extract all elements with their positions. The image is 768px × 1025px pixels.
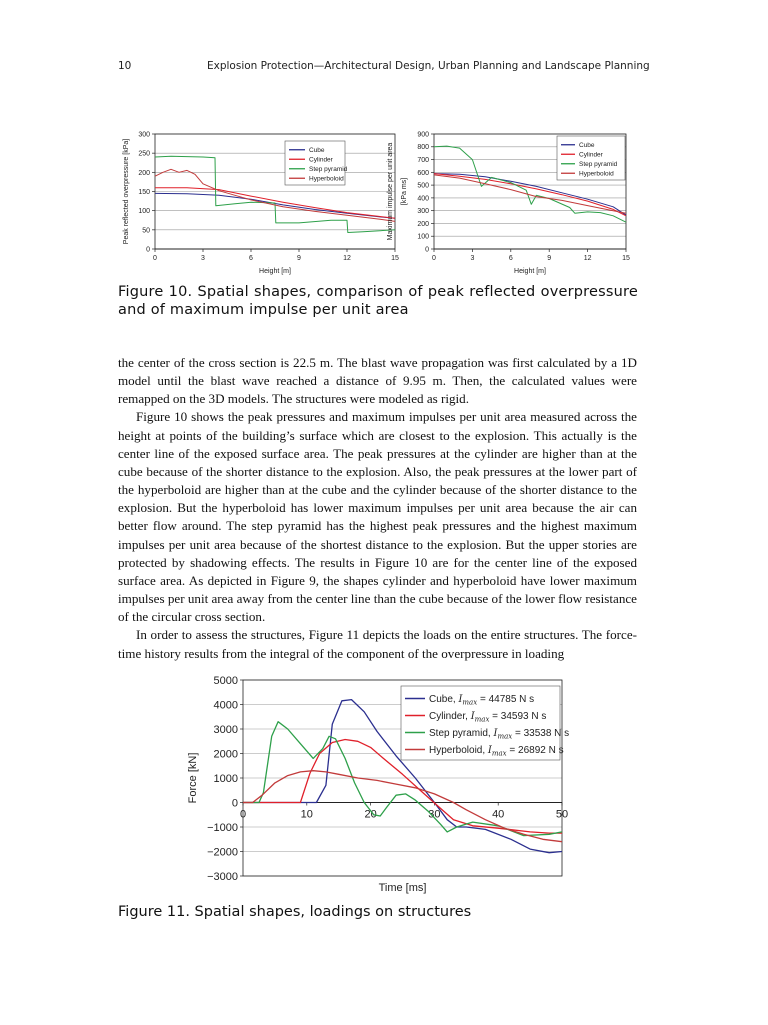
x-tick-label: 40 xyxy=(492,808,505,821)
y-tick-label: 3000 xyxy=(213,723,238,736)
y-axis-label: Peak reflected overpressure [kPa] xyxy=(123,138,130,245)
y-axis-label: Maximum impulse per unit area xyxy=(387,142,394,241)
series-line-hyperboloid xyxy=(243,771,562,842)
legend-label: Hyperboloid xyxy=(579,170,614,178)
legend-label: Step pyramid xyxy=(579,161,618,169)
legend-label: Step pyramid, $I_{max} = 33538$ N s xyxy=(429,728,570,741)
x-tick-label: 3 xyxy=(470,255,475,262)
legend-label: Cylinder xyxy=(579,151,603,159)
y-tick-label: 2000 xyxy=(213,748,238,761)
y-tick-label: 100 xyxy=(417,233,429,241)
paragraph: Figure 10 shows the peak pressures and maximum impulses per unit area measured across the height at points of the building’s surface which are closest to the explosion. This actually is the center line of the exposed surface area. The peak pressures at the cylinder are higher than at the cube because of the shorter distance to the explosion. Also, the peak pressures at the lower part of the hyperboloid are higher than at the cube and the cylinder because of the shorter distance to the explosion. But the hyperboloid has lower maximum impulses per unit area because the air can better flow around. The step pyramid has the highest peak pressures and the highest maximum impulses per unit area because of the shortest distance to the explosion. But the upper stories are protected by shadowing effects. The results in Figure 10 are for the center line of the exposed surface area. As depicted in Figure 9, the shapes cylinder and hyperboloid have lower maximum impulses per unit area away from the center line than the cube because of the lower flow resistance of the circular cross section. xyxy=(118,409,637,625)
x-tick-label: 12 xyxy=(343,255,351,262)
y-tick-label: 150 xyxy=(138,188,150,196)
legend-label: Cube xyxy=(309,147,325,155)
page-number: 10 xyxy=(118,60,132,72)
x-tick-label: 0 xyxy=(153,255,157,262)
x-axis-label: Height [m] xyxy=(259,268,291,275)
y-tick-label: 250 xyxy=(138,150,150,158)
legend-label: Cube, $I_{max} = 44785$ N s xyxy=(429,694,535,707)
peak-overpressure-chart xyxy=(115,125,415,275)
series-line-hyperboloid xyxy=(434,175,626,213)
legend-label: Cube xyxy=(579,142,595,150)
x-tick-label: 9 xyxy=(297,255,301,262)
y-axis-label: [kPa ms] xyxy=(401,177,408,206)
y-tick-label: 0 xyxy=(146,246,150,254)
x-tick-label: 50 xyxy=(555,808,569,821)
y-tick-label: 900 xyxy=(417,131,429,139)
legend-label: Cylinder, $I_{max} = 34593$ N s xyxy=(429,711,547,724)
y-tick-label: 700 xyxy=(417,157,429,165)
x-tick-label: 30 xyxy=(428,808,441,821)
y-tick-label: 300 xyxy=(138,131,150,139)
x-tick-label: 15 xyxy=(622,255,630,262)
y-tick-label: 800 xyxy=(417,144,429,152)
running-title: Explosion Protection—Architectural Design, Urban Planning and Landscape Planning xyxy=(207,60,650,72)
y-tick-label: 50 xyxy=(142,227,150,235)
legend-label: Hyperboloid, $I_{max} = 26892$ N s xyxy=(429,745,564,758)
y-tick-label: 600 xyxy=(417,169,429,177)
y-tick-label: 4000 xyxy=(213,699,238,712)
figure-10-caption: Figure 10. Spatial shapes, comparison of peak reflected overpressure and of maximum impulse per unit area xyxy=(118,284,638,318)
y-tick-label: 0 xyxy=(425,246,429,254)
legend-label: Cylinder xyxy=(309,156,333,164)
x-axis-label: Height [m] xyxy=(514,268,546,275)
x-tick-label: 0 xyxy=(432,255,436,262)
y-tick-label: 5000 xyxy=(213,674,238,687)
y-tick-label: 1000 xyxy=(213,772,238,785)
x-tick-label: 3 xyxy=(201,255,205,262)
y-tick-label: −3000 xyxy=(207,870,238,883)
y-tick-label: 100 xyxy=(138,208,150,216)
y-axis-label: Force [kN] xyxy=(187,752,199,804)
x-tick-label: 0 xyxy=(239,808,247,821)
x-tick-label: 15 xyxy=(391,255,399,262)
max-impulse-chart xyxy=(380,125,640,275)
body-text xyxy=(118,354,637,663)
y-tick-label: 0 xyxy=(231,797,238,810)
paragraph: In order to assess the structures, Figure 11 depicts the loads on the entire structures. The force-time history results from the integral of the component of the overpressure in loading xyxy=(118,627,637,661)
x-tick-label: 20 xyxy=(364,808,377,821)
y-tick-label: 200 xyxy=(417,220,429,228)
y-tick-label: 200 xyxy=(138,169,150,177)
force-time-chart xyxy=(180,670,580,895)
legend-label: Hyperboloid xyxy=(309,175,344,183)
paragraph: the center of the cross section is 22.5 m. The blast wave propagation was first calculated by a 1D model until the blast wave reached a distance of 9.95 m. Then, the calculated values were remapped on the 3D models. The structures were modeled as rigid. xyxy=(118,355,637,407)
x-tick-label: 6 xyxy=(508,255,513,262)
y-tick-label: −1000 xyxy=(207,821,238,834)
figure-11-caption: Figure 11. Spatial shapes, loadings on structures xyxy=(118,904,472,920)
y-tick-label: 400 xyxy=(417,195,429,203)
x-tick-label: 6 xyxy=(249,255,253,262)
y-tick-label: 500 xyxy=(417,182,429,190)
y-tick-label: 300 xyxy=(417,208,429,216)
x-tick-label: 9 xyxy=(547,255,552,262)
y-tick-label: −2000 xyxy=(207,846,238,859)
legend-label: Step pyramid xyxy=(309,166,348,174)
x-tick-label: 10 xyxy=(300,808,313,821)
x-tick-label: 12 xyxy=(583,255,592,262)
x-axis-label: Time [ms] xyxy=(378,882,427,894)
